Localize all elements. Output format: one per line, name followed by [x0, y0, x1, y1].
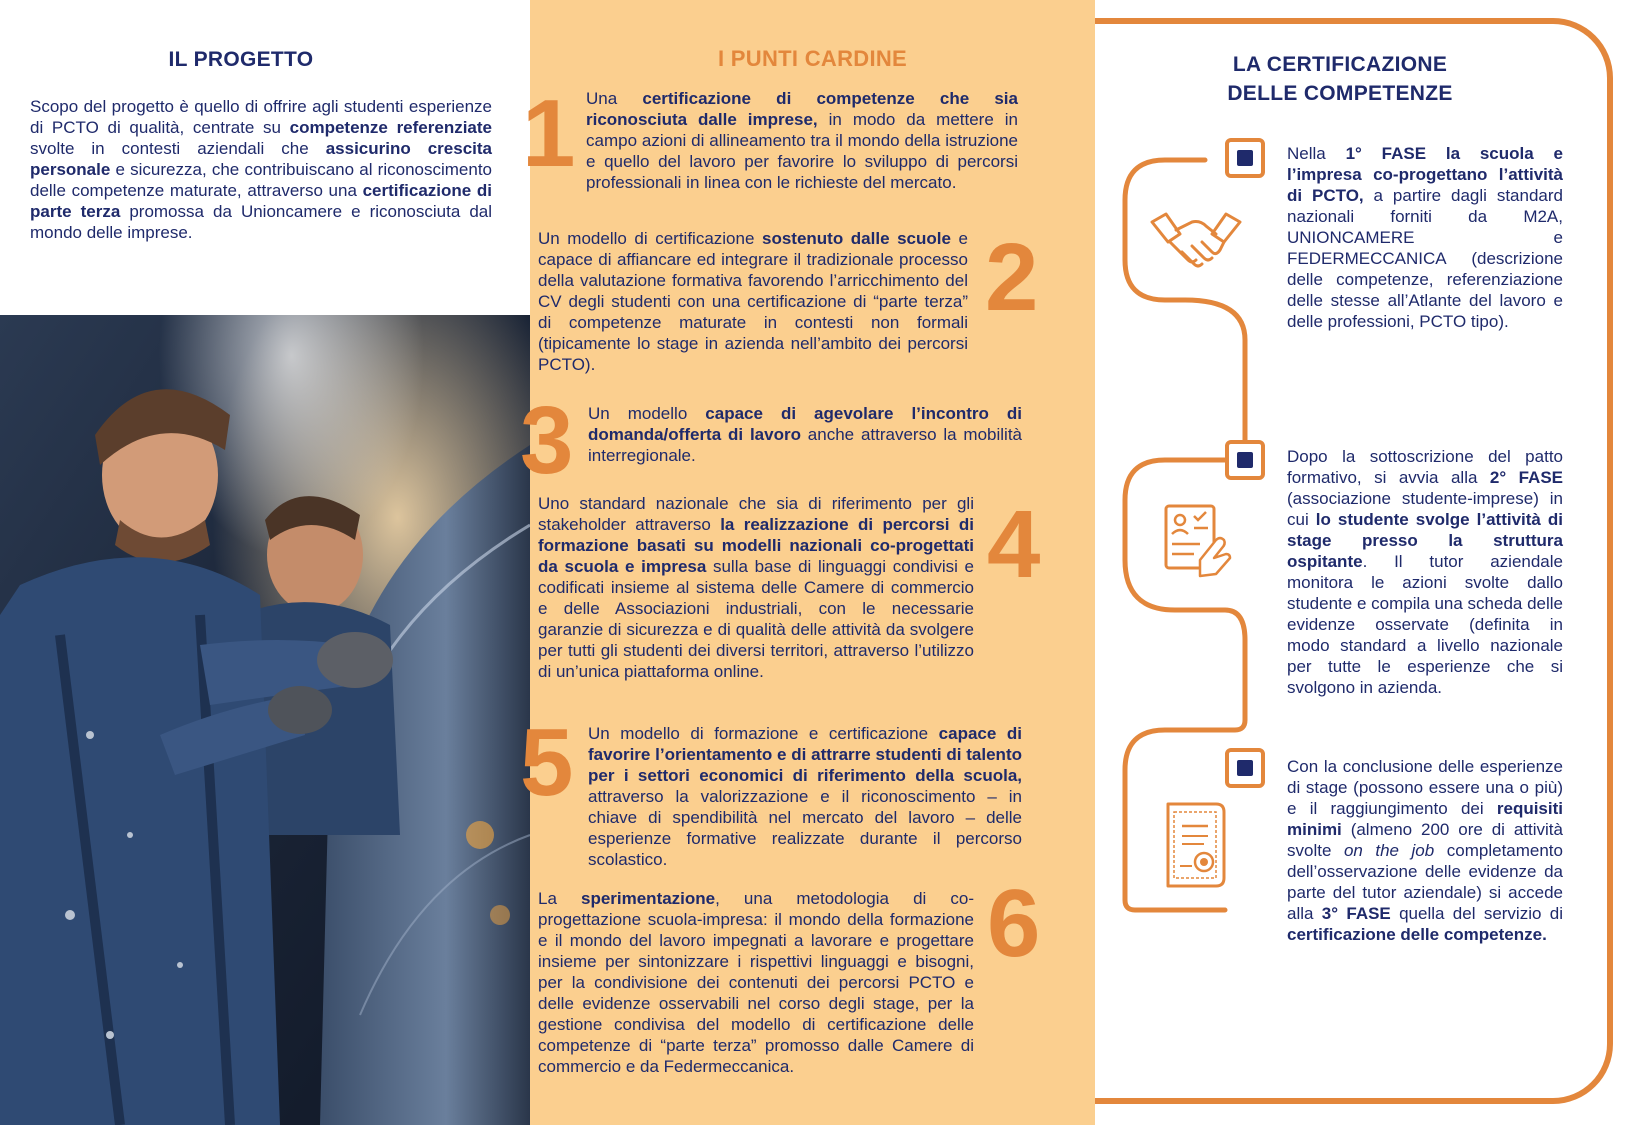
- text-run: attraverso la valorizzazione e il riconoscimento – in chiave di spendibilità nel mercato del lavoro – delle esperienze formative realizzate durante il percorso scolastico.: [588, 787, 1022, 869]
- text-bold: 3° FASE: [1321, 904, 1391, 923]
- project-title: IL PROGETTO: [168, 48, 314, 71]
- key-point-6: [530, 870, 1095, 1105]
- text-run: (almeno 200 ore di attività svolte: [1287, 820, 1563, 860]
- text-run: Un modello di certificazione: [538, 229, 762, 248]
- text-run: Dopo la sottoscrizione del patto formativo, si avvia alla: [1287, 447, 1563, 487]
- point-number: 3: [520, 387, 574, 494]
- title-line: LA CERTIFICAZIONE: [1232, 53, 1448, 76]
- text-run: completamento dell’osservazione delle evidenze da parte del tutor aziendale) si accede alla: [1287, 841, 1563, 923]
- middle-panel: [520, 0, 1095, 1125]
- text-bold: certificazione di parte terza: [30, 181, 493, 221]
- text-run: (associazione studente-imprese) in cui: [1287, 489, 1563, 529]
- certificate-icon: [1160, 800, 1232, 890]
- key-points-title: I PUNTI CARDINE: [717, 46, 908, 71]
- point-number: 1: [522, 80, 576, 187]
- text-bold: certificazione di competenze che sia riconosciuta dalle imprese,: [586, 89, 1018, 129]
- text-run: in modo da mettere in campo azioni di allineamento tra il mondo della istruzione e quello del lavoro per favorire lo sviluppo di percorsi professionali in linea con le richieste del mercato.: [586, 110, 1018, 192]
- phase-3-text: [1287, 756, 1563, 945]
- text-bold: 2° FASE: [1489, 468, 1563, 487]
- left-panel: [0, 0, 530, 1125]
- text-run: a partire dagli standard nazionali forniti da M2A, UNIONCAMERE e FEDERMECCANICA (descrizione delle competenze, referenziazione delle stesse all’Atlante del lavoro e delle professioni, PCTO tipo).: [1287, 186, 1563, 331]
- text-bold: competenze referenziate: [289, 118, 492, 137]
- text-bold: la realizzazione di percorsi di formazione basati su modelli nazionali co-progettati da scuola e impresa: [538, 515, 974, 576]
- text-bold: capace di favorire l’orientamento e di attrarre studenti di talento per i settori economici di riferimento della scuola,: [588, 724, 1022, 785]
- text-run: Una: [586, 89, 643, 108]
- key-point-2: [530, 220, 1095, 380]
- phase-2-text: [1287, 446, 1563, 698]
- text-run: Uno standard nazionale che sia di riferimento per gli stakeholder attraverso: [538, 494, 974, 534]
- point-text: [538, 493, 974, 682]
- key-point-5: [520, 709, 1095, 869]
- text-run: . Il tutor aziendale monitora le azioni svolte dallo studente e compila una scheda delle evidenze osservate (definita in modo standard a livello nazionale per tutte le esperienze che si svolgono in azienda.: [1287, 552, 1563, 697]
- text-run: anche attraverso la mobilità interregionale.: [588, 425, 1023, 465]
- key-point-4: [530, 485, 1095, 705]
- checklist-hand-icon: [1160, 500, 1232, 580]
- text-run: Un modello di formazione e certificazione: [588, 724, 939, 743]
- text-run: quella del servizio di: [1390, 904, 1563, 923]
- text-bold: assicurino crescita personale: [30, 139, 493, 179]
- text-bold: lo studente svolge l’attività di stage presso la struttura ospitante: [1287, 510, 1563, 571]
- text-run: promossa da Unioncamere e riconosciuta dal mondo delle imprese.: [30, 202, 493, 242]
- point-number: 4: [987, 491, 1041, 598]
- text-bold: certificazione delle competenze.: [1287, 925, 1547, 944]
- orange-frame-edge: [1095, 1098, 1115, 1104]
- text-run: e capace di affiancare ed integrare il tradizionale processo della valutazione formativa favorendo l’arricchimento del CV degli studenti con una certificazione di “parte terza” di competenze maturate in contesti non formali (tipicamente lo stage in azienda nell’ambito dei percorsi PCTO).: [538, 229, 968, 374]
- step-3-marker: [1225, 748, 1265, 788]
- point-text: [538, 888, 974, 1077]
- text-run: e sicurezza, che contribuiscano al riconoscimento delle competenze maturate, attraverso una: [30, 160, 492, 200]
- point-text: [588, 723, 1022, 870]
- phase-1-text: [1287, 143, 1563, 332]
- title-line: DELLE COMPETENZE: [1227, 82, 1453, 105]
- point-number: 5: [520, 709, 574, 816]
- text-run: Con la conclusione delle esperienze di stage (possono essere una o più) e il raggiungimento dei: [1287, 757, 1563, 818]
- project-description: [30, 96, 492, 243]
- step-1-marker: [1225, 138, 1265, 178]
- text-run: Un modello: [588, 404, 706, 423]
- text-run: svolte in contesti aziendali che: [30, 139, 326, 158]
- key-point-3: [520, 387, 1095, 494]
- mechanics-photo: [0, 315, 530, 1125]
- point-text: [538, 228, 968, 375]
- handshake-icon: [1148, 208, 1244, 272]
- text-run: Nella: [1287, 144, 1346, 163]
- step-2-marker: [1225, 440, 1265, 480]
- text-bold: sperimentazione: [580, 889, 716, 908]
- point-number: 6: [987, 870, 1041, 977]
- text-run: Scopo del progetto è quello di offrire agli studenti esperienze di PCTO di qualità, centrate su: [30, 97, 492, 137]
- text-bold: requisiti minimi: [1287, 799, 1563, 839]
- text-run: sulla base di linguaggi condivisi e codificati insieme al sistema delle Camere di commercio e delle Associazioni industriali, con le necessarie garanzie di sicurezza e di qualità delle attività da svolgere per tutti gli studenti dei diversi territori, attraverso l’utilizzo di un’unica piattaforma online.: [538, 557, 974, 681]
- point-text: [588, 403, 1022, 466]
- point-text: [586, 88, 1018, 193]
- text-run: La: [538, 889, 581, 908]
- text-bold: capace di agevolare l’incontro di domanda/offerta di lavoro: [588, 404, 1022, 444]
- point-number: 2: [985, 224, 1039, 331]
- text-italic: on the job: [1343, 841, 1435, 860]
- text-run: , una metodologia di co-progettazione scuola-impresa: il mondo della formazione e il mondo del lavoro impegnati a lavorare e progettare insieme per sintonizzare i rispettivi linguaggi e bisogni, per la condivisione dei contenuti dei percorsi PCTO e delle evidenze osservabili nel corso degli stage, per la gestione condivisa del modello di certificazione delle competenze di “parte terza” promosso dalle Camere di commercio e da Federmeccanica.: [538, 889, 974, 1076]
- key-point-1: [522, 80, 1095, 210]
- text-bold: 1° FASE la scuola e l’impresa co-progettano l’attività di PCTO,: [1287, 144, 1563, 205]
- text-bold: sostenuto dalle scuole: [762, 229, 951, 248]
